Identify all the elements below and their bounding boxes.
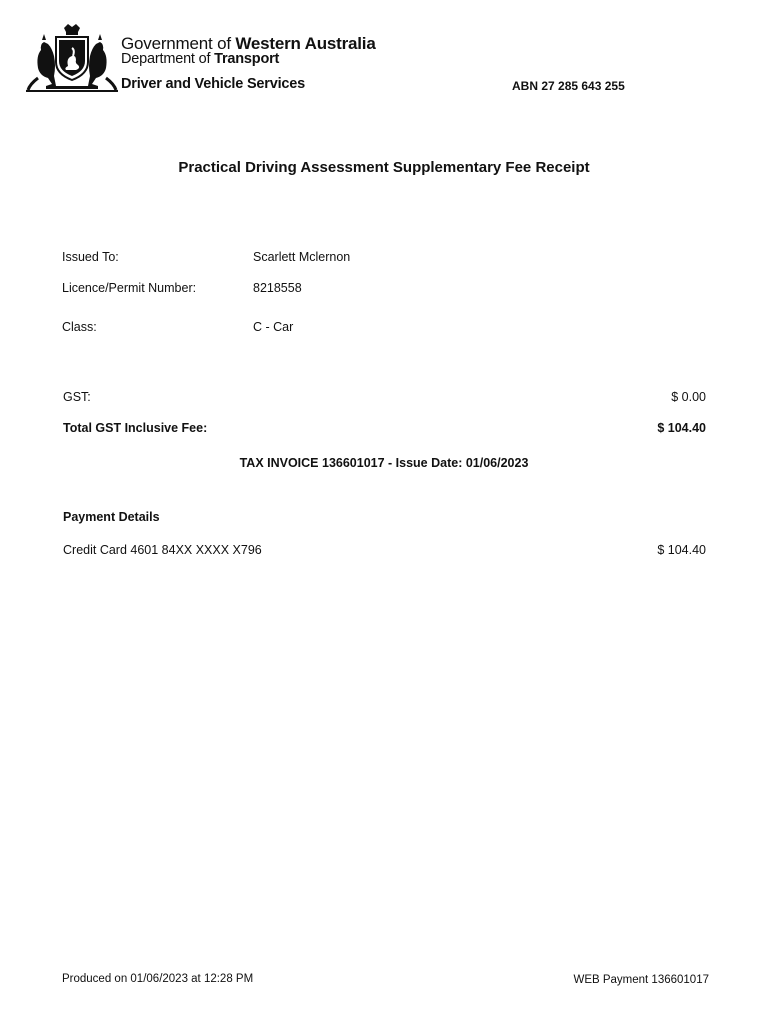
licence-label: Licence/Permit Number: <box>62 281 197 295</box>
class-label: Class: <box>62 320 97 334</box>
division-name: Driver and Vehicle Services <box>121 76 306 92</box>
total-fee-label: Total GST Inclusive Fee: <box>63 421 208 435</box>
header-rule <box>26 90 118 92</box>
total-fee-value: $ 104.40 <box>657 421 706 435</box>
payment-method: Credit Card 4601 84XX XXXX X796 <box>63 543 262 557</box>
issued-to-value: Scarlett Mclernon <box>253 250 351 264</box>
issued-to-label: Issued To: <box>62 250 119 264</box>
payment-amount: $ 104.40 <box>657 543 706 557</box>
class-value: C - Car <box>253 320 294 334</box>
licence-value: 8218558 <box>253 281 302 295</box>
payment-details-heading: Payment Details <box>63 510 160 524</box>
wa-coat-of-arms-logo <box>26 22 118 94</box>
gov-state: Western Australia <box>235 34 376 53</box>
gst-value: $ 0.00 <box>671 390 706 404</box>
produced-timestamp: Produced on 01/06/2023 at 12:28 PM <box>62 973 254 985</box>
department-name <box>121 51 279 67</box>
dept-prefix: Department of <box>121 51 215 67</box>
tax-invoice-line: TAX INVOICE 136601017 - Issue Date: 01/06/2023 <box>239 456 529 470</box>
gst-label: GST: <box>63 390 91 404</box>
dept-name: Transport <box>214 51 280 67</box>
web-payment-reference: WEB Payment 136601017 <box>573 974 709 986</box>
receipt-title: Practical Driving Assessment Supplementary Fee Receipt <box>178 159 590 176</box>
abn-number: ABN 27 285 643 255 <box>512 79 625 93</box>
gov-prefix: Government of <box>121 34 236 53</box>
